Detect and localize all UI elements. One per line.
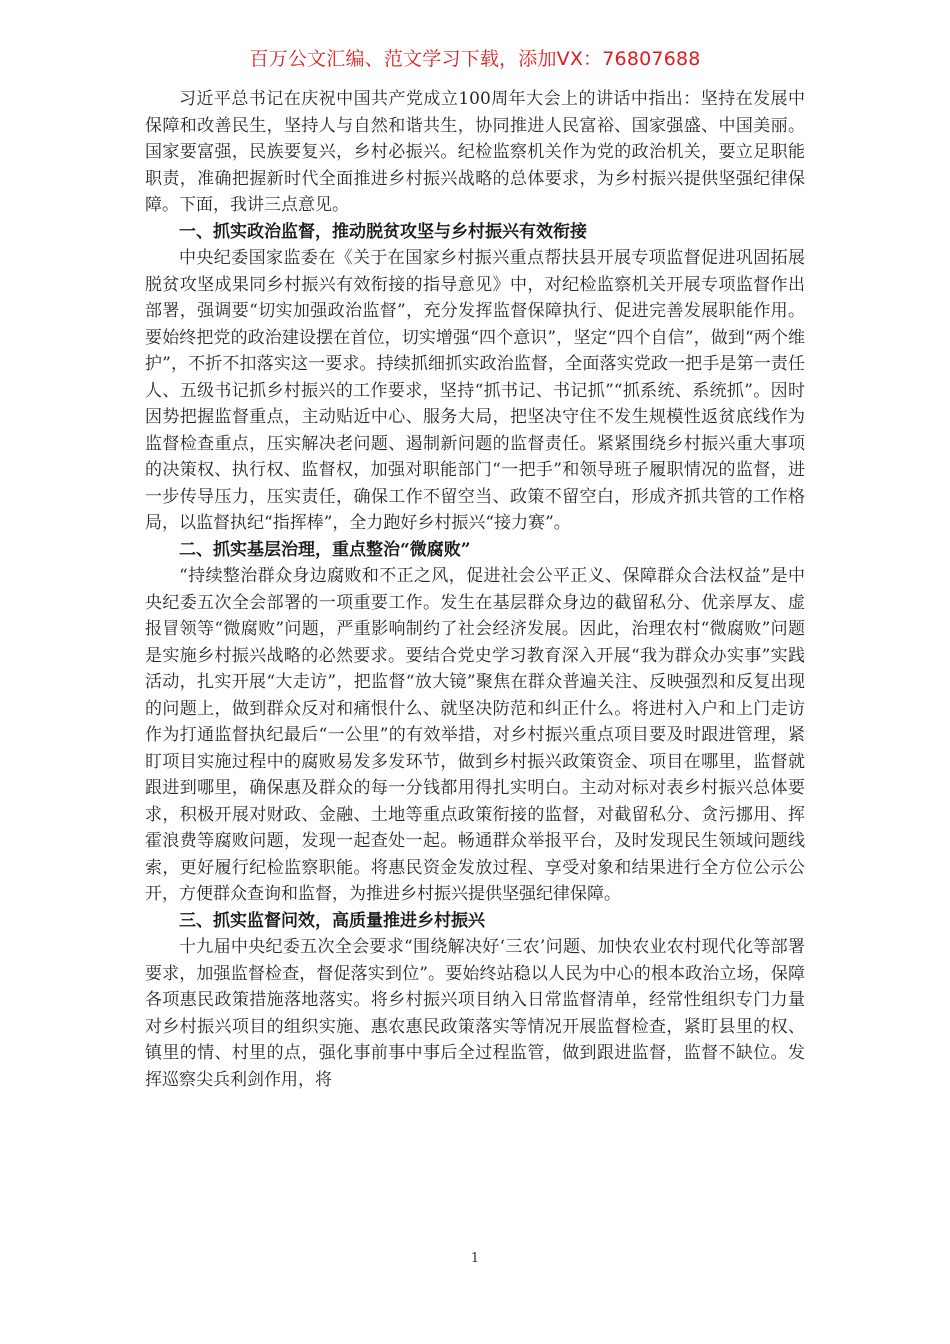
section-paragraph-1: 中央纪委国家监委在《关于在国家乡村振兴重点帮扶县开展专项监督促进巩固拓展脱贫攻坚成果同乡村振兴有效衔接的指导意见》中，对纪检监察机关开展专项监督作出部署，强调要“切实加强政治监督”，充分发挥监督保障执行、促进完善发展职能作用。要始终把党的政治建设摆在首位，切实增强“四个意识”，坚定“四个自信”，做到“两个维护”，不折不扣落实这一要求。持续抓细抓实政治监督，全面落实党政一把手是第一责任人、五级书记抓乡村振兴的工作要求，坚持“抓书记、书记抓”“抓系统、系统抓”。因时因势把握监督重点，主动贴近中心、服务大局，把坚决守住不发生规模性返贫底线作为监督检查重点，压实解决老问题、遏制新问题的监督责任。紧紧围绕乡村振兴重大事项的决策权、执行权、监督权，加强对职能部门“一把手”和领导班子履职情况的监督，进一步传导压力，压实责任，确保工作不留空当、政策不留空白，形成齐抓共管的工作格局，以监督执纪“指挥棒”，全力跑好乡村振兴“接力赛”。 [145,248,805,533]
document-body [145,86,805,1093]
section-heading-2: 二、抓实基层治理，重点整治“微腐败” [179,539,471,560]
page-number: 1 [470,1251,480,1266]
intro-paragraph: 习近平总书记在庆祝中国共产党成立100周年大会上的讲话中指出：坚持在发展中保障和改善民生，坚持人与自然和谐共生，协同推进人民富裕、国家强盛、中国美丽。国家要富强，民族要复兴，乡村必振兴。纪检监察机关作为党的政治机关，要立足职能职责，准确把握新时代全面推进乡村振兴战略的总体要求，为乡村振兴提供坚强纪律保障。下面，我讲三点意见。 [145,89,805,215]
section-heading-1: 一、抓实政治监督，推动脱贫攻坚与乡村振兴有效衔接 [179,221,587,242]
section-paragraph-3: 十九届中央纪委五次全会要求“围绕解决好‘三农’问题、加快农业农村现代化等部署要求，加强监督检查，督促落实到位”。要始终站稳以人民为中心的根本政治立场，保障各项惠民政策措施落地落实。将乡村振兴项目纳入日常监督清单，经常性组织专门力量对乡村振兴项目的组织实施、惠农惠民政策落实等情况开展监督检查，紧盯县里的权、镇里的情、村里的点，强化事前事中事后全过程监管，做到跟进监督，监督不缺位。发挥巡察尖兵利剑作用，将 [145,937,805,1090]
watermark-header: 百万公文汇编、范文学习下载，添加VX：76807688 [249,48,701,70]
section-heading-3: 三、抓实监督问效，高质量推进乡村振兴 [179,910,485,931]
section-paragraph-2: “持续整治群众身边腐败和不正之风，促进社会公平正义、保障群众合法权益”是中央纪委五次全会部署的一项重要工作。发生在基层群众身边的截留私分、优亲厚友、虚报冒领等“微腐败”问题，严重影响制约了社会经济发展。因此，治理农村“微腐败”问题是实施乡村振兴战略的必然要求。要结合党史学习教育深入开展“我为群众办实事”实践活动，扎实开展“大走访”，把监督“放大镜”聚焦在群众普遍关注、反映强烈和反复出现的问题上，做到群众反对和痛恨什么、就坚决防范和纠正什么。将进村入户和上门走访作为打通监督执纪最后“一公里”的有效举措，对乡村振兴重点项目要及时跟进管理，紧盯项目实施过程中的腐败易发多发环节，做到乡村振兴政策资金、项目在哪里，监督就跟进到哪里，确保惠及群众的每一分钱都用得扎实明白。主动对标对表乡村振兴总体要求，积极开展对财政、金融、土地等重点政策衔接的监督，对截留私分、贪污挪用、挥霍浪费等腐败问题，发现一起查处一起。畅通群众举报平台，及时发现民生领域问题线索，更好履行纪检监察职能。将惠民资金发放过程、享受对象和结果进行全方位公示公开，方便群众查询和监督，为推进乡村振兴提供坚强纪律保障。 [145,566,805,904]
